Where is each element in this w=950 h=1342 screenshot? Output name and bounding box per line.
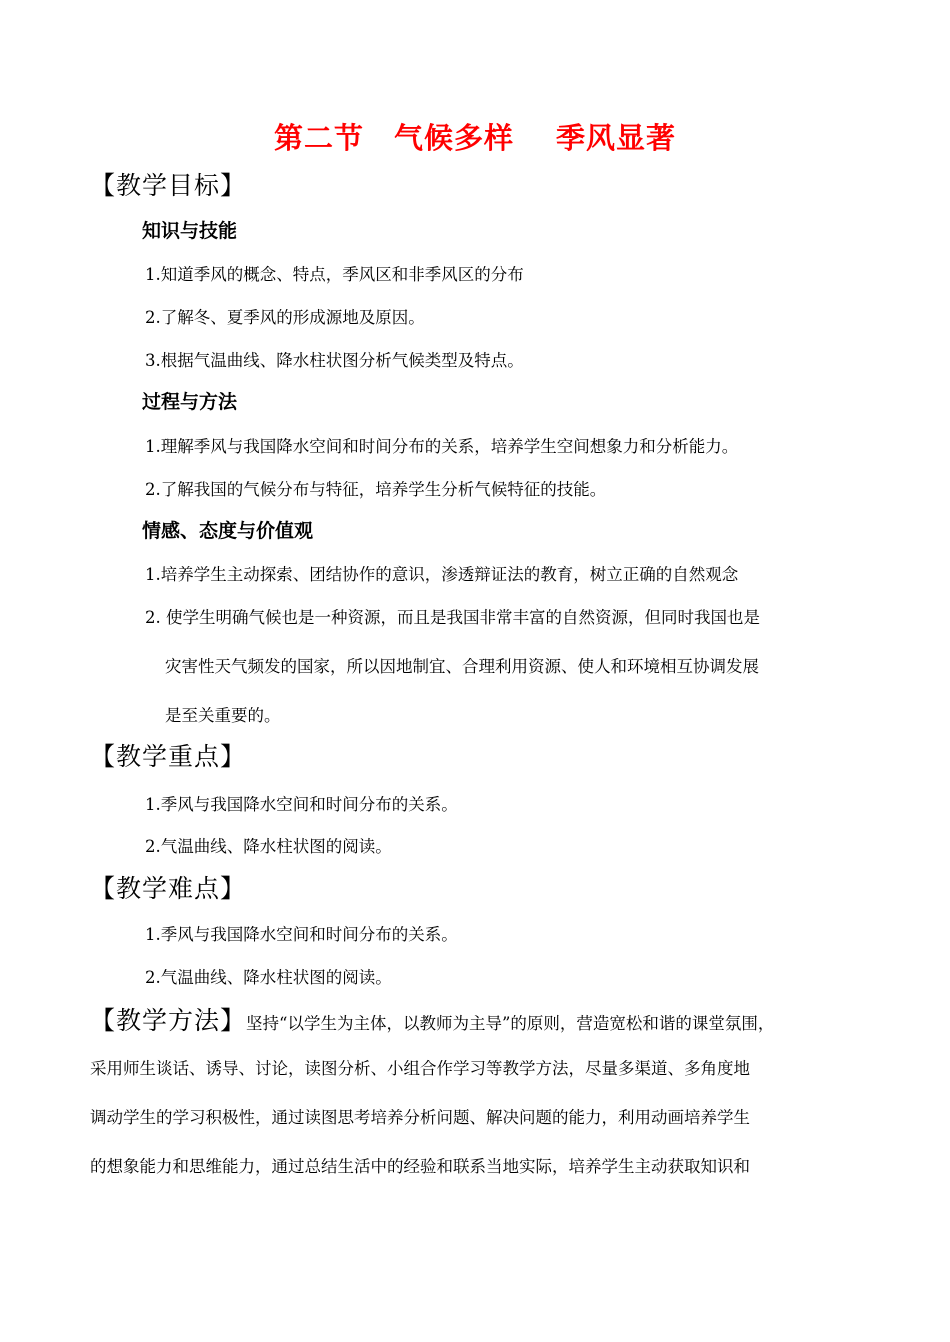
title-part-2: 气候多样 bbox=[393, 121, 514, 155]
process-item: 2.了解我国的气候分布与特征，培养学生分析气候特征的技能。 bbox=[145, 480, 607, 499]
attitude-heading: 情感、态度与价值观 bbox=[142, 520, 314, 542]
knowledge-item: 1.知道季风的概念、特点，季风区和非季风区的分布 bbox=[145, 265, 524, 284]
difficulty-item: 2.气温曲线、降水柱状图的阅读。 bbox=[145, 968, 392, 987]
title-part-3: 季风显著 bbox=[556, 121, 677, 155]
knowledge-item: 3.根据气温曲线、降水柱状图分析气候类型及特点。 bbox=[145, 351, 524, 370]
attitude-item-continued: 是至关重要的。 bbox=[165, 706, 281, 725]
key-point-item: 2.气温曲线、降水柱状图的阅读。 bbox=[145, 837, 392, 856]
knowledge-item: 2.了解冬、夏季风的形成源地及原因。 bbox=[145, 308, 425, 327]
difficulties-heading: 【教学难点】 bbox=[90, 874, 247, 903]
knowledge-heading: 知识与技能 bbox=[142, 220, 238, 242]
methods-heading: 【教学方法】 bbox=[90, 1006, 247, 1035]
methods-paragraph-line: 调动学生的学习积极性，通过读图思考培养分析问题、解决问题的能力，利用动画培养学生 bbox=[90, 1108, 750, 1127]
methods-text: 坚持“以学生为主体，以教师为主导”的原则，营造宽松和谐的课堂氛围， bbox=[246, 1014, 775, 1033]
key-point-item: 1.季风与我国降水空间和时间分布的关系。 bbox=[145, 795, 458, 814]
key-points-heading: 【教学重点】 bbox=[90, 742, 247, 771]
attitude-item-continued: 灾害性天气频发的国家，所以因地制宜、合理利用资源、使人和环境相互协调发展 bbox=[165, 657, 759, 676]
difficulty-item: 1.季风与我国降水空间和时间分布的关系。 bbox=[145, 925, 458, 944]
page-title bbox=[0, 116, 950, 157]
process-item: 1.理解季风与我国降水空间和时间分布的关系，培养学生空间想象力和分析能力。 bbox=[145, 437, 739, 456]
methods-paragraph-line: 的想象能力和思维能力，通过总结生活中的经验和联系当地实际，培养学生主动获取知识和 bbox=[90, 1157, 750, 1176]
methods-paragraph-line: 采用师生谈话、诱导、讨论，读图分析、小组合作学习等教学方法，尽量多渠道、多角度地 bbox=[90, 1059, 750, 1078]
objectives-heading: 【教学目标】 bbox=[90, 171, 247, 200]
attitude-item: 2. 使学生明确气候也是一种资源，而且是我国非常丰富的自然资源，但同时我国也是 bbox=[145, 608, 760, 627]
process-heading: 过程与方法 bbox=[142, 391, 238, 413]
attitude-item: 1.培养学生主动探索、团结协作的意识，渗透辩证法的教育，树立正确的自然观念 bbox=[145, 565, 739, 584]
title-part-1: 第二节 bbox=[273, 121, 364, 155]
methods-paragraph-line bbox=[90, 1001, 774, 1037]
